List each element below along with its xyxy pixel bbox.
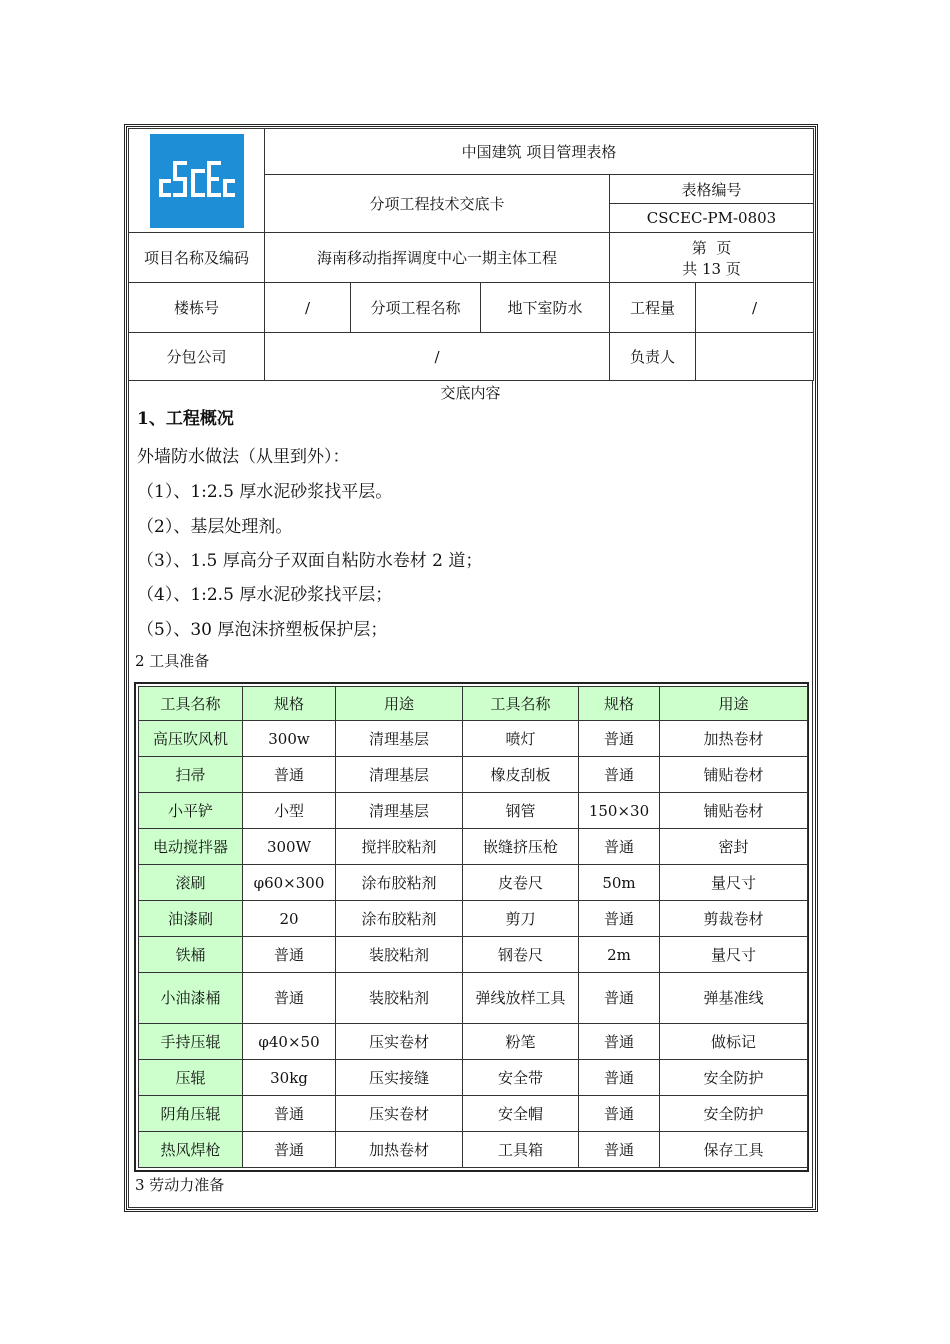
tool-name-cell: 阴角压辊 (139, 1096, 243, 1132)
table-row (139, 901, 808, 937)
use-cell: 清理基层 (336, 757, 463, 793)
table-row (139, 865, 808, 901)
tool-name-cell: 手持压辊 (139, 1024, 243, 1060)
spec-cell: 普通 (243, 757, 336, 793)
column-header: 规格 (579, 687, 660, 721)
spec-cell: 普通 (243, 973, 336, 1024)
section-3-heading: 3 劳动力准备 (135, 1176, 225, 1194)
spec-cell: 普通 (579, 901, 660, 937)
table-row (139, 1060, 808, 1096)
use-cell: 压实接缝 (336, 1060, 463, 1096)
use-cell: 量尺寸 (660, 865, 808, 901)
cscec-logo (150, 134, 244, 228)
spec-cell: 普通 (579, 721, 660, 757)
use-cell: 装胶粘剂 (336, 973, 463, 1024)
use-cell: 铺贴卷材 (660, 757, 808, 793)
use-cell: 涂布胶粘剂 (336, 901, 463, 937)
page-counter (610, 233, 814, 283)
tool-name-cell: 小平铲 (139, 793, 243, 829)
layer-item: （5）、30 厚泡沫挤塑板保护层； (137, 620, 388, 640)
column-header: 用途 (336, 687, 463, 721)
tool-name-cell: 橡皮刮板 (463, 757, 579, 793)
subitem-value: 地下室防水 (481, 283, 610, 333)
use-cell: 加热卷材 (336, 1132, 463, 1168)
spec-cell: 2m (579, 937, 660, 973)
spec-cell: 普通 (579, 973, 660, 1024)
responsible-value (696, 333, 814, 381)
content-area (128, 380, 813, 1208)
use-cell: 涂布胶粘剂 (336, 865, 463, 901)
tool-name-cell: 皮卷尺 (463, 865, 579, 901)
spec-cell: 普通 (579, 1024, 660, 1060)
use-cell: 清理基层 (336, 721, 463, 757)
spec-cell: 普通 (579, 1132, 660, 1168)
spec-cell: 300W (243, 829, 336, 865)
use-cell: 做标记 (660, 1024, 808, 1060)
tools-header-row (139, 687, 808, 721)
column-header: 工具名称 (463, 687, 579, 721)
tool-name-cell: 滚刷 (139, 865, 243, 901)
subcontractor-label: 分包公司 (129, 333, 265, 381)
building-value: / (265, 283, 351, 333)
content-title: 交底内容 (440, 384, 501, 402)
tool-name-cell: 嵌缝挤压枪 (463, 829, 579, 865)
spec-cell: φ60×300 (243, 865, 336, 901)
table-row (139, 1096, 808, 1132)
spec-cell: 30kg (243, 1060, 336, 1096)
use-cell: 压实卷材 (336, 1024, 463, 1060)
form-no-label: 表格编号 (610, 175, 814, 204)
tool-name-cell: 油漆刷 (139, 901, 243, 937)
table-row (139, 793, 808, 829)
use-cell: 压实卷材 (336, 1096, 463, 1132)
form-header-table (128, 128, 814, 381)
page-total: 共 13 页 (682, 259, 741, 278)
table-row (139, 1024, 808, 1060)
table-row (139, 973, 808, 1024)
spec-cell: 20 (243, 901, 336, 937)
tool-name-cell: 小油漆桶 (139, 973, 243, 1024)
card-title: 分项工程技术交底卡 (265, 175, 610, 233)
tool-name-cell: 喷灯 (463, 721, 579, 757)
org-title: 中国建筑 项目管理表格 (265, 129, 814, 175)
tool-name-cell: 弹线放样工具 (463, 973, 579, 1024)
layer-item: （3）、1.5 厚高分子双面自粘防水卷材 2 道； (137, 551, 483, 571)
tool-name-cell: 粉笔 (463, 1024, 579, 1060)
quantity-label: 工程量 (610, 283, 696, 333)
tool-name-cell: 电动搅拌器 (139, 829, 243, 865)
tool-name-cell: 安全帽 (463, 1096, 579, 1132)
tools-table (138, 686, 808, 1168)
use-cell: 安全防护 (660, 1096, 808, 1132)
tool-name-cell: 压辊 (139, 1060, 243, 1096)
use-cell: 量尺寸 (660, 937, 808, 973)
responsible-label: 负责人 (610, 333, 696, 381)
use-cell: 加热卷材 (660, 721, 808, 757)
tools-table-frame (134, 682, 809, 1172)
column-header: 规格 (243, 687, 336, 721)
tool-name-cell: 工具箱 (463, 1132, 579, 1168)
use-cell: 弹基准线 (660, 973, 808, 1024)
table-row (139, 757, 808, 793)
quantity-value: / (696, 283, 814, 333)
section-2-heading: 2 工具准备 (135, 652, 210, 670)
project-label: 项目名称及编码 (129, 233, 265, 283)
use-cell: 剪裁卷材 (660, 901, 808, 937)
table-row (139, 1132, 808, 1168)
spec-cell: 普通 (579, 1096, 660, 1132)
page-current: 第 页 (691, 238, 732, 257)
tool-name-cell: 安全带 (463, 1060, 579, 1096)
wall-method-intro: 外墙防水做法（从里到外）： (137, 447, 350, 467)
spec-cell: 150×30 (579, 793, 660, 829)
spec-cell: 普通 (579, 1060, 660, 1096)
table-row (139, 829, 808, 865)
spec-cell: 普通 (579, 829, 660, 865)
subcontractor-value: / (265, 333, 610, 381)
layer-item: （1）、1:2.5 厚水泥砂浆找平层。 (137, 482, 393, 502)
layer-item: （2）、基层处理剂。 (137, 517, 293, 537)
cscec-logo-icon (157, 155, 237, 207)
use-cell: 保存工具 (660, 1132, 808, 1168)
spec-cell: 普通 (243, 937, 336, 973)
spec-cell: 小型 (243, 793, 336, 829)
use-cell: 装胶粘剂 (336, 937, 463, 973)
spec-cell: 普通 (579, 757, 660, 793)
table-row (139, 721, 808, 757)
use-cell: 安全防护 (660, 1060, 808, 1096)
use-cell: 铺贴卷材 (660, 793, 808, 829)
spec-cell: 普通 (243, 1096, 336, 1132)
use-cell: 搅拌胶粘剂 (336, 829, 463, 865)
tool-name-cell: 钢卷尺 (463, 937, 579, 973)
tool-name-cell: 钢管 (463, 793, 579, 829)
tool-name-cell: 高压吹风机 (139, 721, 243, 757)
form-no: CSCEC-PM-0803 (610, 204, 814, 233)
subitem-label: 分项工程名称 (351, 283, 481, 333)
column-header: 用途 (660, 687, 808, 721)
spec-cell: 普通 (243, 1132, 336, 1168)
use-cell: 密封 (660, 829, 808, 865)
tool-name-cell: 热风焊枪 (139, 1132, 243, 1168)
table-row (139, 937, 808, 973)
building-label: 楼栋号 (129, 283, 265, 333)
logo-cell (129, 129, 265, 233)
spec-cell: 300w (243, 721, 336, 757)
spec-cell: 50m (579, 865, 660, 901)
column-header: 工具名称 (139, 687, 243, 721)
layer-item: （4）、1:2.5 厚水泥砂浆找平层； (137, 585, 393, 605)
project-name: 海南移动指挥调度中心一期主体工程 (265, 233, 610, 283)
spec-cell: φ40×50 (243, 1024, 336, 1060)
tool-name-cell: 剪刀 (463, 901, 579, 937)
use-cell: 清理基层 (336, 793, 463, 829)
section-1-heading: 1、工程概况 (137, 409, 234, 429)
tool-name-cell: 扫帚 (139, 757, 243, 793)
tool-name-cell: 铁桶 (139, 937, 243, 973)
